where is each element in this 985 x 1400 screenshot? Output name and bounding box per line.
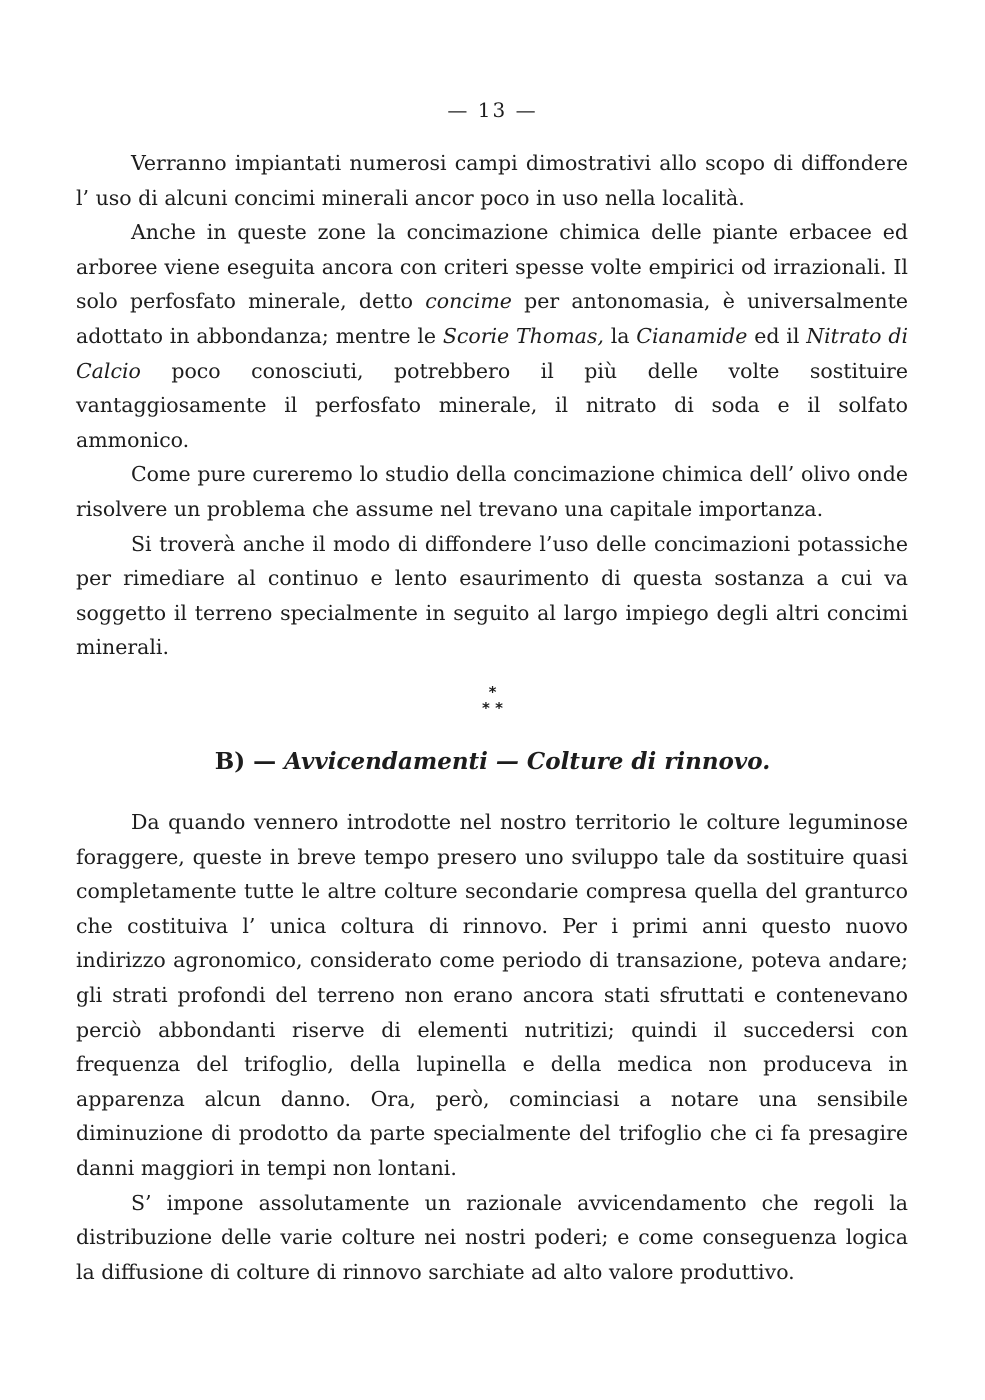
text-run: poco conosciuti, potrebbero il più delle volte sostituire vantaggiosamente il perfosfato minerale, il nitrato di soda e il solfato ammonico. [76,358,908,452]
asterism-top: * [488,683,497,701]
italic-term-scorie-thomas: Scorie Thomas, [442,323,604,348]
section-heading-prefix: B) — [214,748,277,775]
paragraph: S’ impone assolutamente un razionale avvicendamento che regoli la distribuzione delle varie colture nei nostri poderi; e come conseguenza logica la diffusione di colture di rinnovo sarchiate ad alto valore produttivo. [76,1190,908,1284]
text-run: ed il [747,323,807,348]
italic-term-concime: concime [425,289,512,314]
text-run: Anche in queste zone la concimazione chimica delle piante erbacee ed arboree viene eseguita ancora con criteri spesse volte empirici od irrazionali. Il solo perfosfato minerale, detto [76,220,908,314]
italic-term-nitrato-di-calcio: Nitrato di Calcio [76,323,908,383]
paragraph: Verranno impiantati numerosi campi dimostrativi allo scopo di diffondere l’ uso di alcuni concimi minerali ancor poco in uso nella località. [76,151,908,210]
text-run: per antonomasia, è universalmente adottato in abbondanza; mentre le [76,289,908,348]
paragraph: Come pure cureremo lo studio della concimazione chimica dell’ olivo onde risolvere un problema che assume nel trevano una capitale importanza. [76,462,908,521]
asterism-separator [0,684,985,716]
asterism-bottom: * * [482,699,503,717]
paragraph: Si troverà anche il modo di diffondere l’uso delle concimazioni potassiche per rimediare al continuo e lento esaurimento di questa sostanza a cui va soggetto il terreno specialmente in seguito al largo impiego degli altri concimi minerali. [76,531,908,660]
page-number: — 13 — [447,98,538,122]
body-text-section-2 [76,805,908,1289]
text-run: la [603,323,637,348]
paragraph [76,215,908,457]
section-heading [0,748,985,775]
body-text-section-1 [76,146,908,665]
paragraph: Da quando vennero introdotte nel nostro territorio le colture leguminose foraggere, queste in breve tempo presero uno sviluppo tale da sostituire quasi completamente tutte le altre colture secondarie compresa quella del granturco che costituiva l’ unica coltura di rinnovo. Per i primi anni questo nuovo indirizzo agronomico, considerato come periodo di transazione, poteva andare; gli strati profondi del terreno non erano ancora stati sfruttati e contenevano perciò abbondanti riserve di elementi nutritizi; quindi il succedersi con frequenza del trifoglio, della lupinella e della medica non produceva in apparenza alcun danno. Ora, però, cominciasi a notare una sensibile diminuzione di prodotto da parte specialmente del trifoglio che ci fa presagire danni maggiori in tempi non lontani. [76,810,908,1180]
italic-term-cianamide: Cianamide [636,323,748,348]
section-heading-title: Avvicendamenti — Colture di rinnovo. [284,748,771,775]
